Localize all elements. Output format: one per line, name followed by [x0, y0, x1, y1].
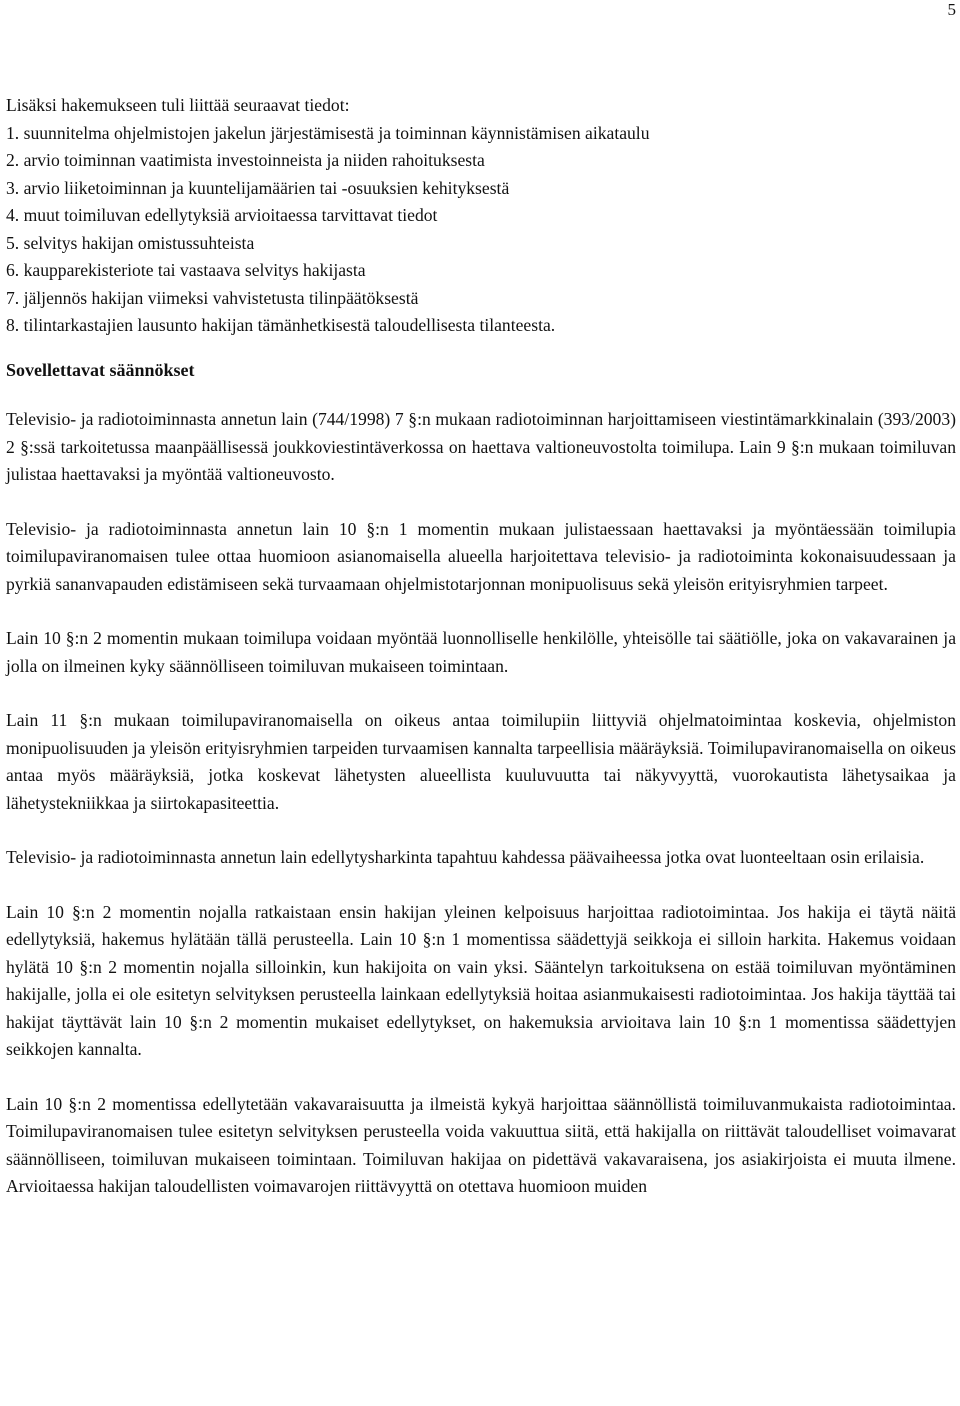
paragraph: Televisio- ja radiotoiminnasta annetun lain 10 §:n 1 momentin mukaan julistaessaan haettavaksi ja myöntäessään toimilupia toimilupaviranomaisen tulee ottaa huomioon asianomaisella alueella harjoitettava televisio- ja radiotoiminta kokonaisuudessaan ja pyrkiä sananvapauden edistämiseen sekä turvaamaan ohjelmistotarjonnan monipuolisuus sekä yleisön erityisryhmien tarpeet.: [6, 518, 956, 594]
section-heading: Sovellettavat säännökset: [6, 359, 195, 380]
list-item: 6. kaupparekisteriote tai vastaava selvitys hakijasta: [6, 260, 366, 280]
list-item: 3. arvio liiketoiminnan ja kuuntelijamäärien tai -osuuksien kehityksestä: [6, 177, 510, 198]
attachments-list: [6, 120, 956, 340]
document-body: [6, 92, 956, 1201]
paragraph: Lain 10 §:n 2 momentissa edellytetään vakavaraisuutta ja ilmeistä kykyä harjoittaa säännöllistä toimiluvanmukaista radiotoimintaa. Toimilupaviranomaisen tulee esitetyn selvityksen perusteella voida vakuuttua siitä, että hakijalla on riittävät taloudelliset voimavarat säännölliseen, toimiluvan mukaiseen toimintaan. Toimiluvan hakijaa on pidettävä vakavaraisena, jos asiakirjoista ei muuta ilmene. Arvioitaessa hakijan taloudellisten voimavarojen riittävyyttä on otettava huomioon muiden: [6, 1093, 956, 1196]
paragraph: Lain 10 §:n 2 momentin mukaan toimilupa voidaan myöntää luonnolliselle henkilölle, yhteisölle tai säätiölle, joka on vakavarainen ja jolla on ilmeinen kyky säännölliseen toimiluvan mukaiseen toimintaan.: [6, 628, 956, 676]
list-item: 7. jäljennös hakijan viimeksi vahvistetusta tilinpäätöksestä: [6, 287, 419, 308]
list-item: 1. suunnitelma ohjelmistojen jakelun järjestämisestä ja toiminnan käynnistämisen aikataulu: [6, 122, 650, 143]
paragraph: Televisio- ja radiotoiminnasta annetun lain (744/1998) 7 §:n mukaan radiotoiminnan harjoittamiseen viestintämarkkinalain (393/2003) 2 §:ssä tarkoitetussa maanpäällisessä joukkoviestintäverkossa on haettava valtioneuvostolta toimilupa. Lain 9 §:n mukaan toimiluvan julistaa haettavaksi ja myöntää valtioneuvosto.: [6, 409, 956, 484]
paragraph: Lain 11 §:n mukaan toimilupaviranomaisella on oikeus antaa toimilupiin liittyviä ohjelmatoimintaa koskevia, ohjelmiston monipuolisuuden ja yleisön erityisryhmien tarpeiden turvaamisen kannalta tarpeellisia määräyksiä. Toimilupaviranomaisella on oikeus antaa myös määräyksiä, jotka koskevat lähetysten alueellista kuuluvuutta tai näkyvyyttä, vuorokautista lähetysaikaa ja lähetystekniikkaa ja siirtokapasiteettia.: [6, 710, 956, 813]
list-item: 4. muut toimiluvan edellytyksiä arvioitaessa tarvittavat tiedot: [6, 205, 438, 225]
paragraph: Lain 10 §:n 2 momentin nojalla ratkaistaan ensin hakijan yleinen kelpoisuus harjoittaa radiotoimintaa. Jos hakija ei täytä näitä edellytyksiä, hakemus hylätään tällä perusteella. Lain 10 §:n 1 momentissa säädettyjä seikkoja ei silloin harkita. Hakemus voidaan hylätä 10 §:n 2 momentin nojalla silloinkin, kun hakijoita on vain yksi. Sääntelyn tarkoituksena on estää toimiluvan myöntäminen hakijalle, jolla ei ole esitetyn selvityksen perusteella lainkaan edellytyksiä hoitaa asianmukaisesti radiotoimintaa. Jos hakija täyttää tai hakijat täyttävät lain 10 §:n 2 momentin mukaiset edellytykset, on hakemuksia arvioitava lain 10 §:n 1 momentissa säädettyjen seikkojen kannalta.: [6, 901, 956, 1059]
list-item: 8. tilintarkastajien lausunto hakijan tämänhetkisestä taloudellisesta tilanteesta.: [6, 315, 556, 335]
list-item: 5. selvitys hakijan omistussuhteista: [6, 232, 255, 253]
list-item: 2. arvio toiminnan vaatimista investoinneista ja niiden rahoituksesta: [6, 150, 485, 170]
attachments-intro: Lisäksi hakemukseen tuli liittää seuraavat tiedot:: [6, 95, 350, 115]
paragraph: Televisio- ja radiotoiminnasta annetun lain edellytysharkinta tapahtuu kahdessa päävaiheessa jotka ovat luonteeltaan osin erilaisia.: [6, 847, 925, 867]
page-number: 5: [947, 0, 956, 19]
